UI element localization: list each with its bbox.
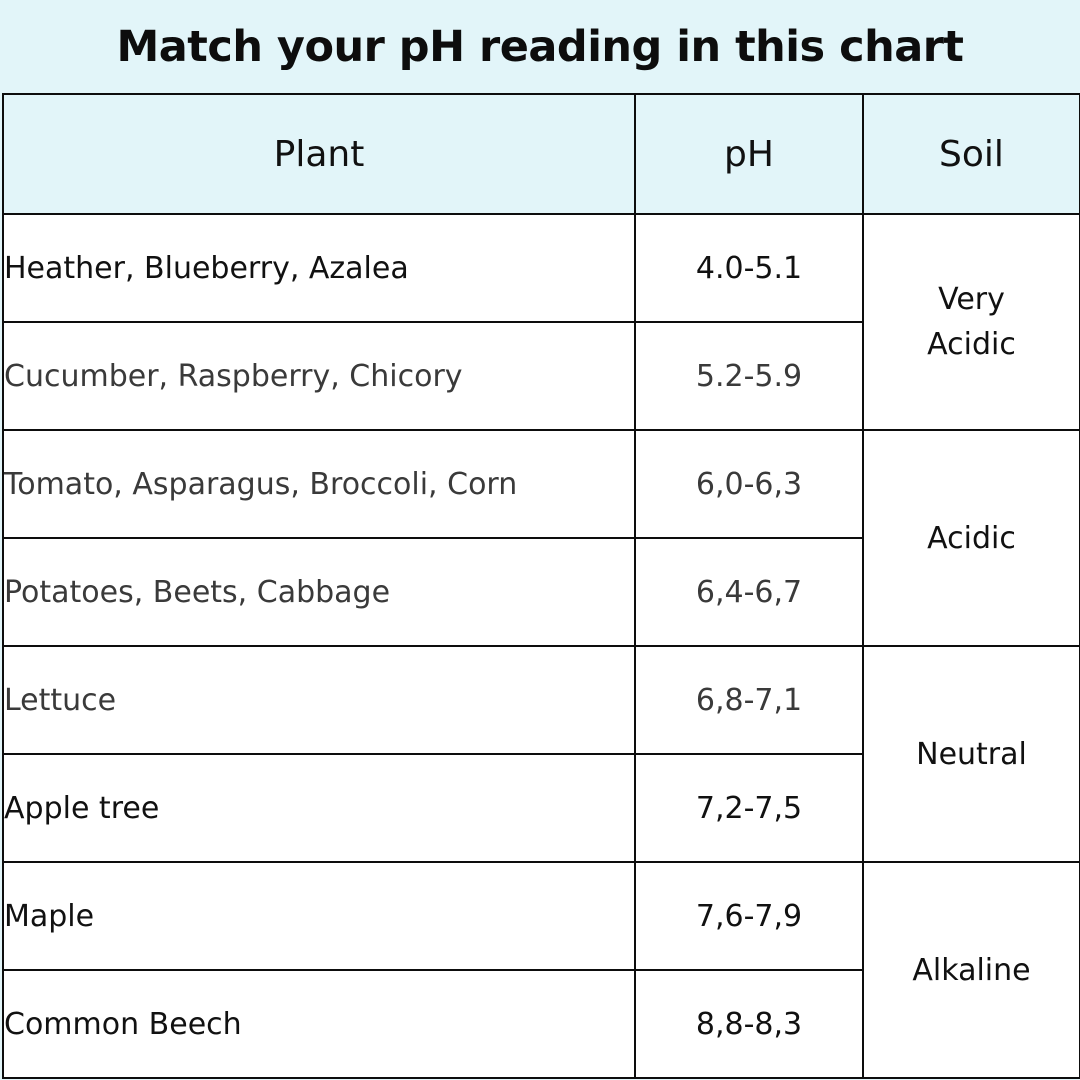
table-row [3,646,1080,754]
ph-cell: 7,6-7,9 [635,862,863,970]
plant-cell: Potatoes, Beets, Cabbage [3,538,635,646]
table-row [3,862,1080,970]
column-header-ph: pH [635,94,863,214]
ph-cell: 6,8-7,1 [635,646,863,754]
plant-cell: Heather, Blueberry, Azalea [3,214,635,322]
ph-cell: 4.0-5.1 [635,214,863,322]
table-row [3,214,1080,322]
ph-cell: 6,4-6,7 [635,538,863,646]
soil-cell-alkaline: Alkaline [863,862,1080,1078]
ph-cell: 6,0-6,3 [635,430,863,538]
soil-cell-very-acidic [863,214,1080,430]
ph-cell: 7,2-7,5 [635,754,863,862]
ph-cell: 5.2-5.9 [635,322,863,430]
ph-table [2,93,1080,1079]
ph-cell: 8,8-8,3 [635,970,863,1078]
soil-label-line: Acidic [927,327,1016,362]
plant-cell: Apple tree [3,754,635,862]
plant-cell: Tomato, Asparagus, Broccoli, Corn [3,430,635,538]
plant-cell: Maple [3,862,635,970]
soil-cell-neutral: Neutral [863,646,1080,862]
plant-cell: Lettuce [3,646,635,754]
soil-cell-acidic: Acidic [863,430,1080,646]
page-title: Match your pH reading in this chart [116,22,964,72]
column-header-soil: Soil [863,94,1080,214]
plant-cell: Cucumber, Raspberry, Chicory [3,322,635,430]
column-header-plant: Plant [3,94,635,214]
table-header-row [3,94,1080,214]
soil-label-line: Very [938,282,1005,317]
plant-cell: Common Beech [3,970,635,1078]
table-row [3,430,1080,538]
